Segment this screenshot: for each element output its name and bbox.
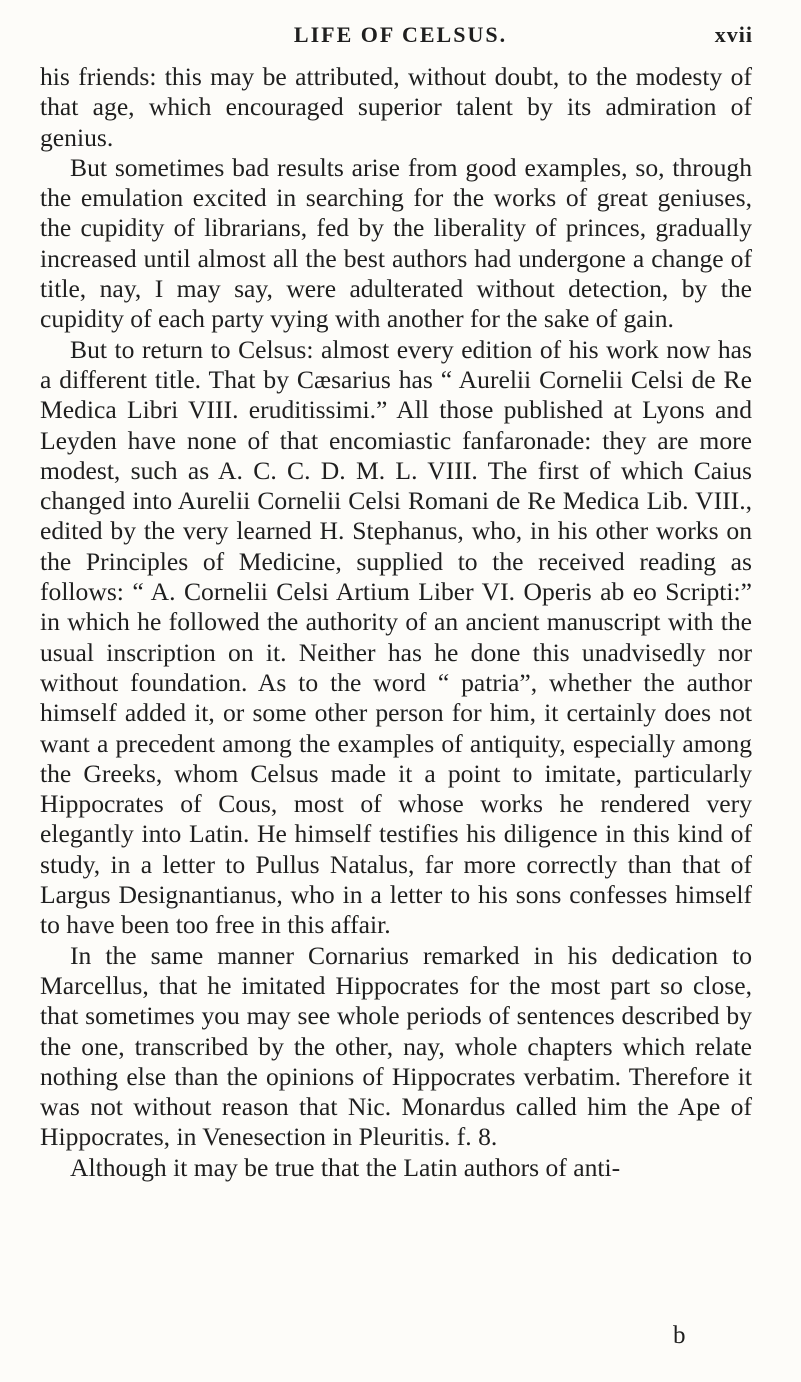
paragraph-1: his friends: this may be attributed, without doubt, to the modesty of that age, which encouraged superior talent by its admiration of genius. — [40, 62, 752, 152]
page-number: xvii — [714, 22, 753, 47]
paragraph-4: In the same manner Cornarius remarked in his dedication to Marcellus, that he imitated Hippocrates for the most part so close, that sometimes you may see whole periods of sentences described by the one, transcribed by the other, nay, whole chapters which relate nothing else than the opinions of Hippocrates verbatim. Therefore it was not without reason that Nic. Monardus called him the Ape of Hippocrates, in Venesection in Pleuritis. f. 8. — [40, 940, 752, 1152]
paragraph-3: But to return to Celsus: almost every edition of his work now has a different title. That by Cæsarius has “ Aurelii Cornelii Celsi de Re Medica Libri VIII. eruditissimi.” All those published at Lyons and Leyden have none of that encomiastic fanfaronade: they are more modest, such as A. C. C. D. M. L. VIII. The first of which Caius changed into Aurelii Cornelii Celsi Romani de Re Medica Lib. VIII., edited by the very learned H. Stephanus, who, in his other works on the Principles of Medicine, supplied to the received reading as follows: “ A. Cornelii Celsi Artium Liber VI. Operis ab eo Scripti:” in which he followed the authority of an ancient manuscript with the usual inscription on it. Neither has he done this unadvisedly nor without foundation. As to the word “ patria”, whether the author himself added it, or some other person for him, it certainly does not want a precedent among the examples of antiquity, especially among the Greeks, whom Celsus made it a point to imitate, particularly Hippocrates of Cous, most of whose works he rendered very elegantly into Latin. He himself testifies his diligence in this kind of study, in a letter to Pullus Natalus, far more correctly than that of Largus Designantianus, who in a letter to his sons confesses himself to have been too free in this affair. — [40, 334, 752, 940]
signature-mark: b — [673, 1322, 686, 1349]
paragraph-2: But sometimes bad results arise from good examples, so, through the emulation excited in searching for the works of great geniuses, the cupidity of librarians, fed by the liberality of princes, gradually increased until almost all the best authors had undergone a change of title, nay, I may say, were adulterated without detection, by the cupidity of each party vying with another for the sake of gain. — [40, 152, 752, 334]
body-text — [40, 62, 752, 1183]
page-header — [0, 22, 801, 50]
paragraph-5: Although it may be true that the Latin authors of anti- — [70, 1152, 621, 1182]
running-title: LIFE OF CELSUS. — [293, 22, 508, 47]
